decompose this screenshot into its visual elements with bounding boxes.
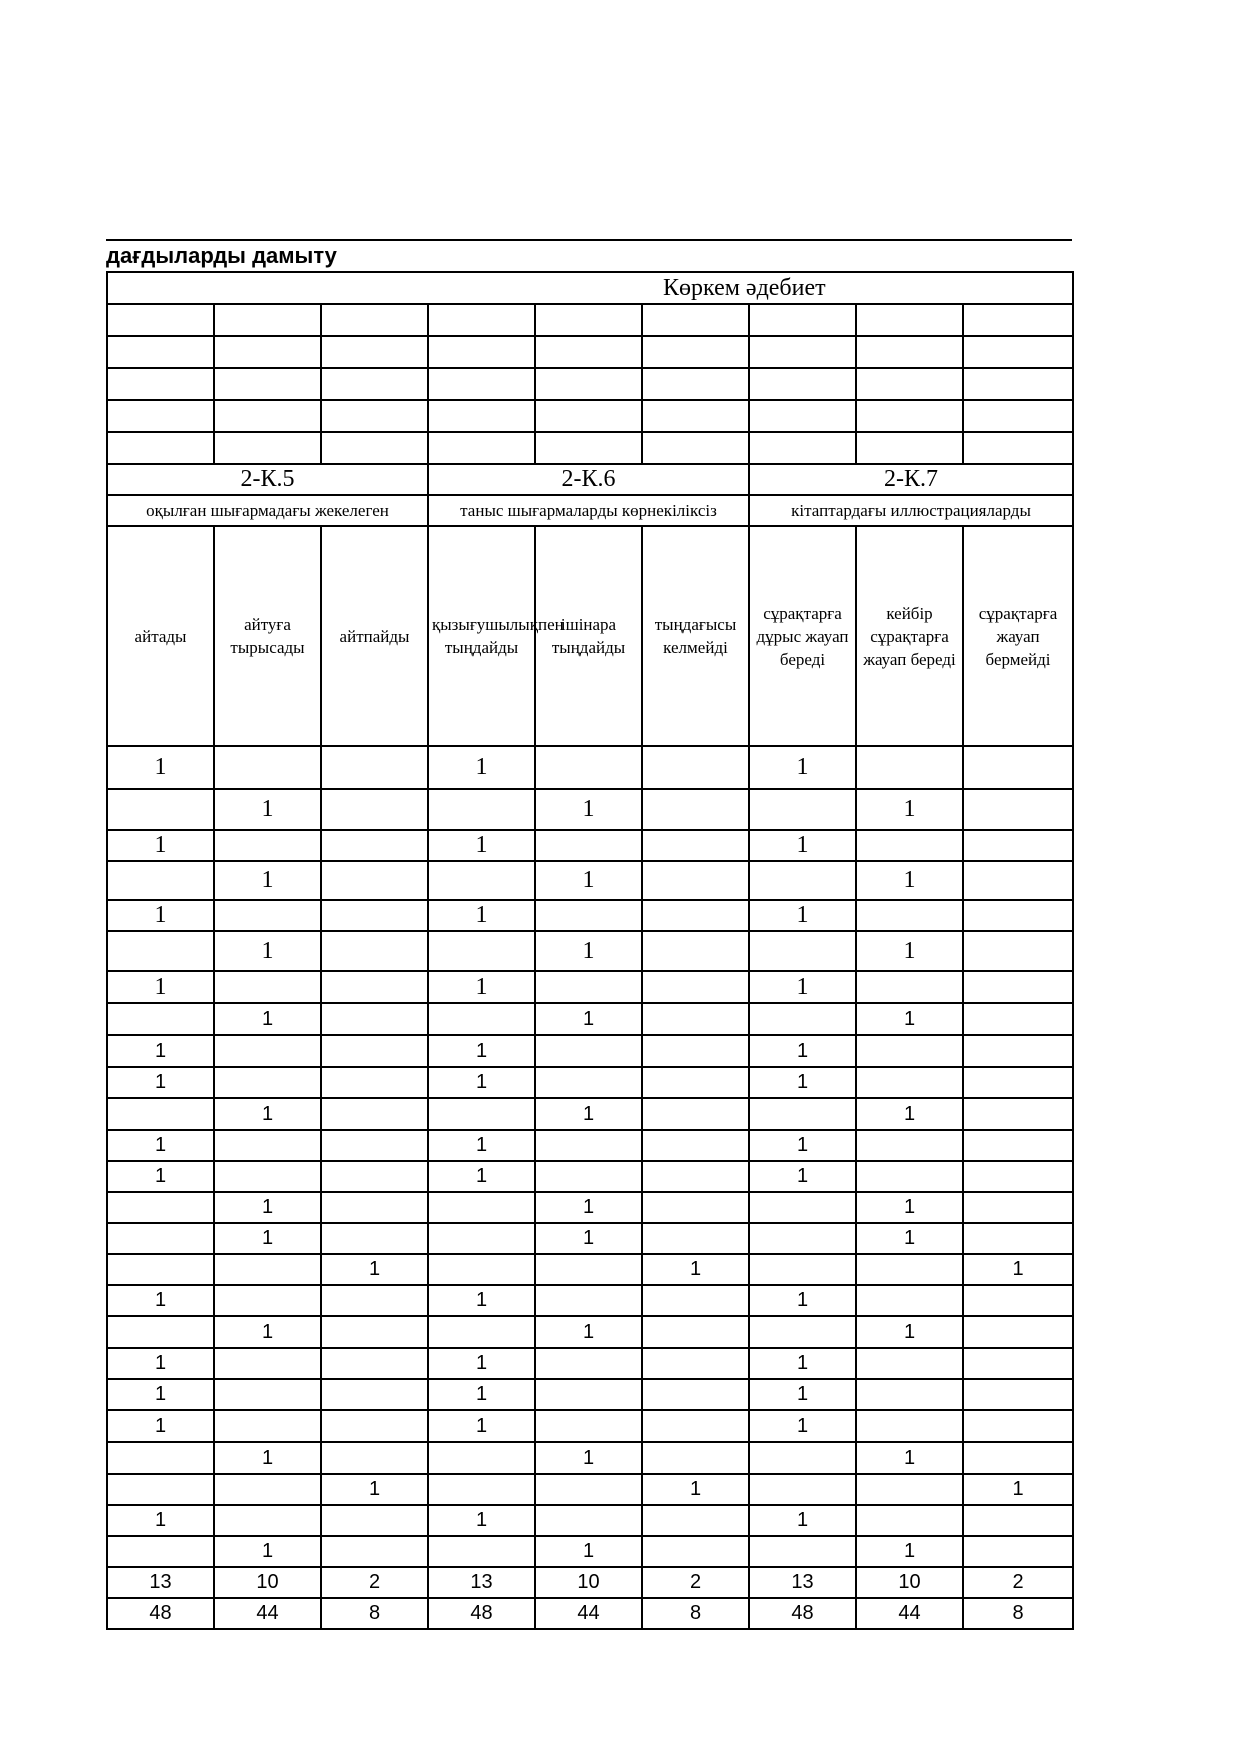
score-cell xyxy=(856,1161,963,1192)
table-row xyxy=(107,746,1073,789)
score-cell: 1 xyxy=(856,931,963,971)
score-cell: 1 xyxy=(535,1192,642,1223)
score-cell xyxy=(963,1192,1073,1223)
column-header-row xyxy=(107,526,1073,746)
column-header: кейбір сұрақтарға жауап береді xyxy=(856,526,963,746)
score-cell: 1 xyxy=(107,1161,214,1192)
percent-cell: 8 xyxy=(642,1598,749,1629)
score-cell xyxy=(321,1223,428,1254)
score-cell: 1 xyxy=(535,1003,642,1035)
score-cell: 1 xyxy=(535,931,642,971)
score-cell xyxy=(642,1130,749,1161)
score-cell xyxy=(749,1223,856,1254)
percent-cell: 44 xyxy=(535,1598,642,1629)
score-cell xyxy=(321,1035,428,1067)
score-cell: 1 xyxy=(321,1474,428,1505)
score-cell xyxy=(428,861,535,900)
score-cell xyxy=(321,746,428,789)
score-cell: 1 xyxy=(214,1192,321,1223)
score-cell xyxy=(107,861,214,900)
score-cell xyxy=(856,830,963,861)
score-cell: 1 xyxy=(428,1161,535,1192)
table-row xyxy=(107,1348,1073,1379)
score-cell xyxy=(107,1442,214,1474)
score-cell xyxy=(107,1254,214,1285)
score-cell xyxy=(642,1316,749,1348)
column-header: айтуға тырысады xyxy=(214,526,321,746)
score-cell xyxy=(642,1505,749,1536)
score-cell xyxy=(749,931,856,971)
score-cell xyxy=(428,1316,535,1348)
score-cell xyxy=(963,1003,1073,1035)
score-cell xyxy=(107,1192,214,1223)
score-cell xyxy=(214,971,321,1003)
score-cell xyxy=(321,1130,428,1161)
score-cell xyxy=(963,1130,1073,1161)
score-cell: 1 xyxy=(428,746,535,789)
table-row xyxy=(107,1161,1073,1192)
score-cell xyxy=(107,1098,214,1130)
score-cell: 1 xyxy=(428,1067,535,1098)
score-cell xyxy=(535,746,642,789)
score-cell xyxy=(535,1348,642,1379)
score-cell: 1 xyxy=(107,746,214,789)
score-cell: 1 xyxy=(856,1098,963,1130)
score-cell xyxy=(856,1067,963,1098)
score-cell xyxy=(856,1474,963,1505)
blank-row xyxy=(107,432,1073,464)
score-cell: 1 xyxy=(107,971,214,1003)
score-cell: 1 xyxy=(856,1442,963,1474)
score-cell xyxy=(642,1067,749,1098)
score-cell xyxy=(856,746,963,789)
score-cell: 1 xyxy=(107,1379,214,1410)
score-cell: 1 xyxy=(535,1316,642,1348)
score-cell xyxy=(963,931,1073,971)
score-cell: 1 xyxy=(428,830,535,861)
score-cell xyxy=(642,900,749,931)
score-cell: 1 xyxy=(856,1316,963,1348)
score-cell xyxy=(963,971,1073,1003)
score-cell xyxy=(642,1410,749,1442)
table-row xyxy=(107,1442,1073,1474)
score-cell: 1 xyxy=(214,1003,321,1035)
score-cell xyxy=(428,1003,535,1035)
score-cell: 1 xyxy=(107,1130,214,1161)
score-cell xyxy=(321,861,428,900)
score-cell xyxy=(321,1505,428,1536)
score-cell xyxy=(321,1410,428,1442)
percent-row xyxy=(107,1598,1073,1629)
score-cell xyxy=(963,861,1073,900)
score-cell xyxy=(107,931,214,971)
total-cell: 13 xyxy=(107,1567,214,1598)
score-cell: 1 xyxy=(963,1474,1073,1505)
score-cell: 1 xyxy=(535,789,642,830)
score-cell: 1 xyxy=(214,789,321,830)
score-cell xyxy=(428,1536,535,1567)
score-cell xyxy=(321,1192,428,1223)
score-cell xyxy=(856,1285,963,1316)
table-row xyxy=(107,1410,1073,1442)
score-cell xyxy=(749,1254,856,1285)
group-code: 2-К.7 xyxy=(749,464,1073,495)
score-cell xyxy=(642,1035,749,1067)
score-cell xyxy=(963,1316,1073,1348)
blank-row xyxy=(107,400,1073,432)
score-cell xyxy=(963,1035,1073,1067)
score-cell: 1 xyxy=(428,1285,535,1316)
score-cell xyxy=(535,1285,642,1316)
score-cell xyxy=(321,789,428,830)
score-cell xyxy=(107,1316,214,1348)
score-cell xyxy=(321,900,428,931)
score-cell xyxy=(428,1098,535,1130)
score-cell: 1 xyxy=(214,1536,321,1567)
score-cell xyxy=(321,1003,428,1035)
sheet-title: дағдыларды дамыту xyxy=(106,239,1072,271)
group-code: 2-К.5 xyxy=(107,464,428,495)
score-cell xyxy=(321,1348,428,1379)
score-cell: 1 xyxy=(749,1130,856,1161)
score-cell xyxy=(642,861,749,900)
score-cell: 1 xyxy=(428,1505,535,1536)
percent-cell: 48 xyxy=(749,1598,856,1629)
total-cell: 10 xyxy=(535,1567,642,1598)
score-cell xyxy=(321,1098,428,1130)
score-cell xyxy=(428,1223,535,1254)
table-row xyxy=(107,1285,1073,1316)
table-row xyxy=(107,1035,1073,1067)
group-description: оқылған шығармадағы жекелеген xyxy=(107,495,428,526)
blank-row xyxy=(107,368,1073,400)
score-cell xyxy=(535,1505,642,1536)
percent-cell: 48 xyxy=(107,1598,214,1629)
score-cell: 1 xyxy=(214,861,321,900)
score-cell xyxy=(642,789,749,830)
score-cell: 1 xyxy=(535,1098,642,1130)
blank-row xyxy=(107,336,1073,368)
score-cell xyxy=(642,1098,749,1130)
score-cell: 1 xyxy=(107,1410,214,1442)
score-cell xyxy=(107,1536,214,1567)
score-cell: 1 xyxy=(749,1505,856,1536)
score-cell: 1 xyxy=(107,1505,214,1536)
score-cell xyxy=(963,789,1073,830)
score-cell xyxy=(214,1285,321,1316)
table-row xyxy=(107,1130,1073,1161)
subject-header: Көркем әдебиет xyxy=(107,272,1073,304)
score-cell: 1 xyxy=(107,900,214,931)
score-cell xyxy=(963,830,1073,861)
score-cell: 1 xyxy=(856,1003,963,1035)
score-cell: 1 xyxy=(107,830,214,861)
score-cell xyxy=(856,1348,963,1379)
score-cell xyxy=(535,1254,642,1285)
score-cell: 1 xyxy=(428,1410,535,1442)
score-cell xyxy=(214,900,321,931)
blank-row xyxy=(107,304,1073,336)
table-row xyxy=(107,789,1073,830)
score-cell: 1 xyxy=(428,900,535,931)
percent-cell: 48 xyxy=(428,1598,535,1629)
group-code-row xyxy=(107,464,1073,495)
score-cell xyxy=(428,1474,535,1505)
score-cell: 1 xyxy=(749,971,856,1003)
total-cell: 13 xyxy=(749,1567,856,1598)
score-cell xyxy=(963,1379,1073,1410)
score-cell: 1 xyxy=(428,1035,535,1067)
score-cell xyxy=(749,1003,856,1035)
table-row xyxy=(107,1223,1073,1254)
column-header: сұрақтарға жауап бермейді xyxy=(963,526,1073,746)
score-cell xyxy=(749,1192,856,1223)
score-cell xyxy=(749,1316,856,1348)
score-cell xyxy=(535,830,642,861)
score-cell xyxy=(963,1536,1073,1567)
score-cell: 1 xyxy=(321,1254,428,1285)
score-cell xyxy=(321,1442,428,1474)
column-header: тыңдағысы келмейді xyxy=(642,526,749,746)
assessment-sheet xyxy=(106,239,1072,1630)
total-cell: 2 xyxy=(642,1567,749,1598)
score-cell xyxy=(535,1161,642,1192)
score-cell xyxy=(107,1223,214,1254)
score-cell: 1 xyxy=(749,830,856,861)
total-cell: 10 xyxy=(214,1567,321,1598)
score-cell: 1 xyxy=(535,1223,642,1254)
score-cell xyxy=(749,789,856,830)
group-desc-row xyxy=(107,495,1073,526)
score-cell xyxy=(963,1285,1073,1316)
score-cell xyxy=(642,1223,749,1254)
score-cell xyxy=(214,1254,321,1285)
score-cell: 1 xyxy=(214,1316,321,1348)
score-cell xyxy=(535,1067,642,1098)
score-cell xyxy=(321,1536,428,1567)
assessment-table xyxy=(106,271,1074,1630)
score-cell: 1 xyxy=(214,931,321,971)
score-cell: 1 xyxy=(856,861,963,900)
percent-cell: 44 xyxy=(856,1598,963,1629)
column-header: ішінара тыңдайды xyxy=(535,526,642,746)
total-cell: 2 xyxy=(321,1567,428,1598)
score-cell xyxy=(749,1442,856,1474)
column-header: айтады xyxy=(107,526,214,746)
score-cell: 1 xyxy=(107,1035,214,1067)
score-cell xyxy=(321,1161,428,1192)
total-cell: 2 xyxy=(963,1567,1073,1598)
score-cell xyxy=(214,1474,321,1505)
score-cell: 1 xyxy=(749,1035,856,1067)
score-cell xyxy=(107,1474,214,1505)
percent-cell: 44 xyxy=(214,1598,321,1629)
score-cell: 1 xyxy=(749,1285,856,1316)
score-cell: 1 xyxy=(749,746,856,789)
score-cell xyxy=(535,1130,642,1161)
total-cell: 10 xyxy=(856,1567,963,1598)
score-cell xyxy=(642,1161,749,1192)
score-cell: 1 xyxy=(856,1536,963,1567)
score-cell: 1 xyxy=(107,1067,214,1098)
score-cell xyxy=(642,1379,749,1410)
score-cell xyxy=(428,1254,535,1285)
percent-cell: 8 xyxy=(963,1598,1073,1629)
score-cell xyxy=(535,1410,642,1442)
score-cell xyxy=(428,1442,535,1474)
score-cell: 1 xyxy=(535,1442,642,1474)
score-cell xyxy=(856,1035,963,1067)
score-cell xyxy=(428,1192,535,1223)
score-cell xyxy=(214,1035,321,1067)
table-row xyxy=(107,931,1073,971)
score-cell: 1 xyxy=(749,1410,856,1442)
score-cell: 1 xyxy=(107,1285,214,1316)
table-row xyxy=(107,1003,1073,1035)
score-cell xyxy=(963,900,1073,931)
table-row xyxy=(107,830,1073,861)
score-cell xyxy=(642,1442,749,1474)
score-cell xyxy=(214,830,321,861)
score-cell xyxy=(963,1067,1073,1098)
score-cell xyxy=(321,971,428,1003)
score-cell xyxy=(214,746,321,789)
score-cell xyxy=(856,1130,963,1161)
score-cell: 1 xyxy=(428,1379,535,1410)
totals-row xyxy=(107,1567,1073,1598)
score-cell: 1 xyxy=(749,1379,856,1410)
score-cell: 1 xyxy=(214,1223,321,1254)
score-cell xyxy=(214,1379,321,1410)
score-cell xyxy=(214,1130,321,1161)
score-cell: 1 xyxy=(856,1223,963,1254)
percent-cell: 8 xyxy=(321,1598,428,1629)
table-row xyxy=(107,900,1073,931)
group-code: 2-К.6 xyxy=(428,464,749,495)
group-description: кітаптардағы иллюстрацияларды xyxy=(749,495,1073,526)
table-row xyxy=(107,1536,1073,1567)
score-cell: 1 xyxy=(749,900,856,931)
score-cell xyxy=(321,1379,428,1410)
score-cell xyxy=(856,1379,963,1410)
score-cell: 1 xyxy=(963,1254,1073,1285)
table-row xyxy=(107,1474,1073,1505)
score-cell xyxy=(428,789,535,830)
score-cell xyxy=(963,1098,1073,1130)
table-row xyxy=(107,1098,1073,1130)
score-cell xyxy=(214,1161,321,1192)
table-row xyxy=(107,1192,1073,1223)
score-cell xyxy=(749,1098,856,1130)
score-cell xyxy=(642,1003,749,1035)
score-cell xyxy=(856,1254,963,1285)
score-cell xyxy=(535,1379,642,1410)
score-cell: 1 xyxy=(428,1130,535,1161)
score-cell xyxy=(963,1442,1073,1474)
score-cell xyxy=(856,971,963,1003)
score-cell xyxy=(642,1285,749,1316)
score-cell: 1 xyxy=(856,789,963,830)
score-cell xyxy=(214,1348,321,1379)
score-cell xyxy=(535,900,642,931)
score-cell xyxy=(107,789,214,830)
score-cell xyxy=(642,1348,749,1379)
score-cell xyxy=(749,1474,856,1505)
score-cell xyxy=(963,1410,1073,1442)
score-cell: 1 xyxy=(642,1474,749,1505)
score-cell xyxy=(321,1316,428,1348)
score-cell xyxy=(963,1505,1073,1536)
column-header: айтпайды xyxy=(321,526,428,746)
score-cell: 1 xyxy=(107,1348,214,1379)
score-cell: 1 xyxy=(749,1161,856,1192)
score-cell xyxy=(535,1035,642,1067)
score-cell xyxy=(321,830,428,861)
score-cell xyxy=(749,1536,856,1567)
score-cell xyxy=(642,1536,749,1567)
score-cell: 1 xyxy=(749,1348,856,1379)
table-row xyxy=(107,1379,1073,1410)
score-cell xyxy=(321,931,428,971)
score-cell xyxy=(642,971,749,1003)
score-cell xyxy=(963,1348,1073,1379)
score-cell xyxy=(535,1474,642,1505)
score-cell: 1 xyxy=(535,861,642,900)
score-cell: 1 xyxy=(428,971,535,1003)
score-cell: 1 xyxy=(749,1067,856,1098)
table-row xyxy=(107,971,1073,1003)
group-description: таныс шығармаларды көрнекіліксіз xyxy=(428,495,749,526)
table-row xyxy=(107,861,1073,900)
score-cell xyxy=(535,971,642,1003)
total-cell: 13 xyxy=(428,1567,535,1598)
table-row xyxy=(107,1067,1073,1098)
score-cell xyxy=(749,861,856,900)
score-cell: 1 xyxy=(535,1536,642,1567)
score-cell: 1 xyxy=(214,1442,321,1474)
score-cell xyxy=(856,1410,963,1442)
score-cell xyxy=(321,1285,428,1316)
score-cell xyxy=(963,746,1073,789)
score-cell xyxy=(642,1192,749,1223)
score-cell xyxy=(642,746,749,789)
score-cell xyxy=(428,931,535,971)
table-row xyxy=(107,1505,1073,1536)
score-cell xyxy=(214,1410,321,1442)
score-cell xyxy=(321,1067,428,1098)
score-cell: 1 xyxy=(214,1098,321,1130)
score-cell xyxy=(107,1003,214,1035)
score-cell: 1 xyxy=(428,1348,535,1379)
table-row xyxy=(107,1254,1073,1285)
column-header: сұрақтарға дұрыс жауап береді xyxy=(749,526,856,746)
score-cell xyxy=(856,1505,963,1536)
score-cell xyxy=(642,931,749,971)
score-cell xyxy=(856,900,963,931)
score-cell xyxy=(642,830,749,861)
score-cell xyxy=(214,1505,321,1536)
score-cell: 1 xyxy=(856,1192,963,1223)
table-row xyxy=(107,1316,1073,1348)
score-cell xyxy=(963,1161,1073,1192)
score-cell xyxy=(214,1067,321,1098)
column-header: қызығушылықпен тыңдайды xyxy=(428,526,535,746)
score-cell xyxy=(963,1223,1073,1254)
score-cell: 1 xyxy=(642,1254,749,1285)
